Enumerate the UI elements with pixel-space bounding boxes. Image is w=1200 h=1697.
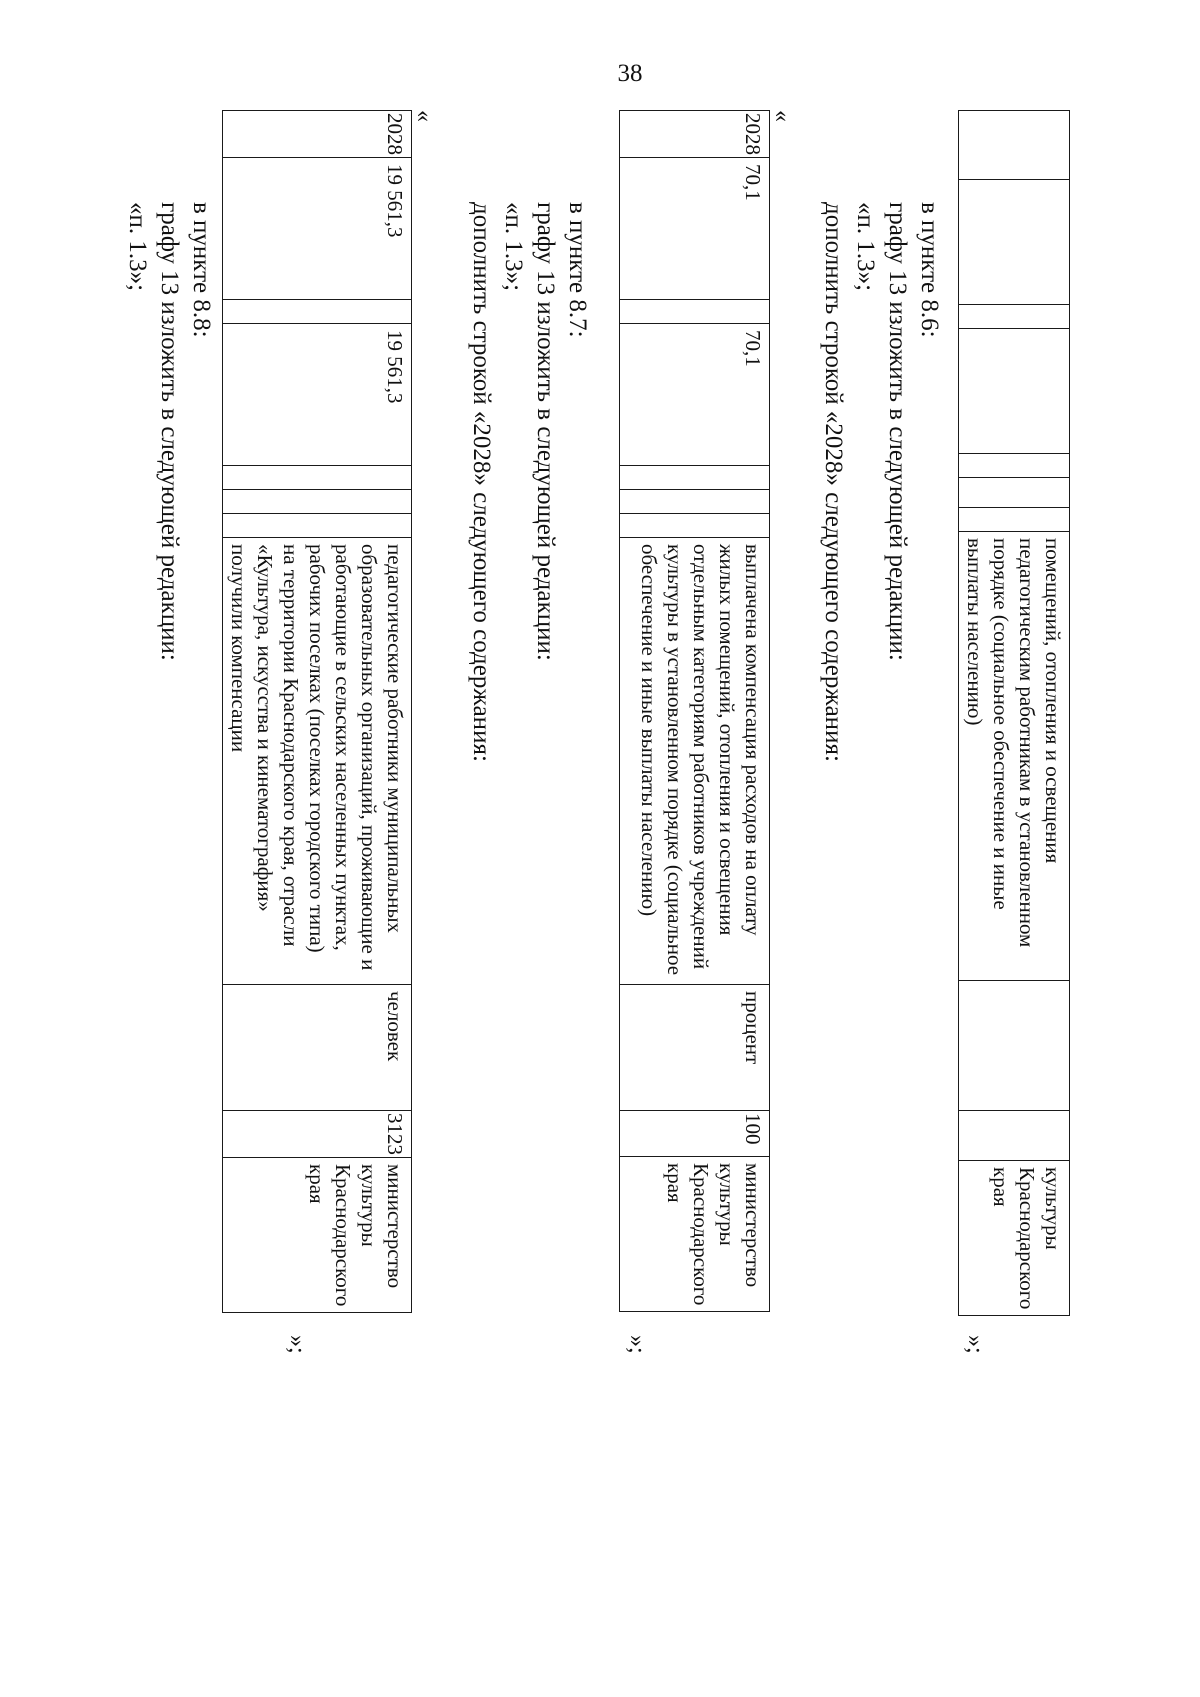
table-cell (223, 300, 412, 324)
continuation-table (958, 110, 1070, 1316)
table-cell (959, 1111, 1070, 1161)
item-heading: в пункте 8.6: (916, 202, 943, 338)
item-line: «п. 1.3»; (500, 202, 527, 292)
open-quote: « (769, 110, 795, 122)
item-heading: в пункте 8.8: (188, 202, 215, 338)
item-line: дополнить строкой «2028» следующего содержания: (468, 202, 495, 762)
page-number: 38 (617, 60, 643, 87)
table-cell (620, 300, 770, 324)
table-cell (620, 514, 770, 538)
table-cell: 3123 (223, 1111, 412, 1158)
row-2028-table (222, 110, 412, 1313)
close-quote: »; (962, 1335, 988, 1354)
table-cell (959, 305, 1070, 329)
close-quote: »; (624, 1335, 650, 1354)
table-cell (959, 478, 1070, 508)
table-cell: процент (620, 985, 770, 1111)
rotated-content (124, 110, 1140, 1650)
table-cell: 100 (620, 1111, 770, 1157)
table-cell (620, 466, 770, 490)
table-cell: помещений, отопления и освещения педагогическим работникам в установленном порядке (социальное обеспечение и иные выплаты населению) (959, 532, 1070, 981)
table-cell (223, 514, 412, 538)
table-cell: педагогические работники муниципальных образовательных организаций, проживающие и работающие в сельских населенных пунктах, рабочих поселках (поселках городского типа) на территории Краснодарского края, отрасли «Культура, искусства и кинематография» получили компенсации (223, 538, 412, 985)
table-cell: министерство культуры Краснодарского края (620, 1157, 770, 1312)
table-cell (223, 490, 412, 514)
table-cell (959, 329, 1070, 454)
item-heading: в пункте 8.7: (564, 202, 591, 338)
table-cell: 2028 (620, 111, 770, 158)
table-cell: министерство культуры Краснодарского края (223, 1158, 412, 1313)
item-line: «п. 1.3»; (124, 202, 151, 292)
table-cell: 70,1 (620, 158, 770, 300)
table-cell (959, 508, 1070, 532)
table-cell: культуры Краснодарского края (959, 1161, 1070, 1316)
open-quote: « (411, 110, 437, 122)
table-cell: 2028 (223, 111, 412, 158)
table-cell (959, 180, 1070, 305)
table-cell (223, 466, 412, 490)
item-line: дополнить строкой «2028» следующего содержания: (820, 202, 847, 762)
table-cell: 19 561,3 (223, 324, 412, 466)
item-line: графу 13 изложить в следующей редакции: (532, 202, 559, 661)
item-line: графу 13 изложить в следующей редакции: (884, 202, 911, 661)
item-line: «п. 1.3»; (852, 202, 879, 292)
table-cell (620, 490, 770, 514)
table-cell (959, 111, 1070, 180)
row-2028-table (619, 110, 770, 1312)
table-cell (959, 454, 1070, 478)
table-cell (959, 981, 1070, 1111)
table-cell: выплачена компенсация расходов на оплату жилых помещений, отопления и освещения отдельным категориям работников учреждений культуры в установленном порядке (социальное обеспечение и иные выплаты населению) (620, 538, 770, 985)
table-cell: человек (223, 985, 412, 1111)
item-line: графу 13 изложить в следующей редакции: (156, 202, 183, 661)
table-cell: 19 561,3 (223, 158, 412, 300)
table-cell: 70,1 (620, 324, 770, 466)
close-quote: »; (284, 1335, 310, 1354)
